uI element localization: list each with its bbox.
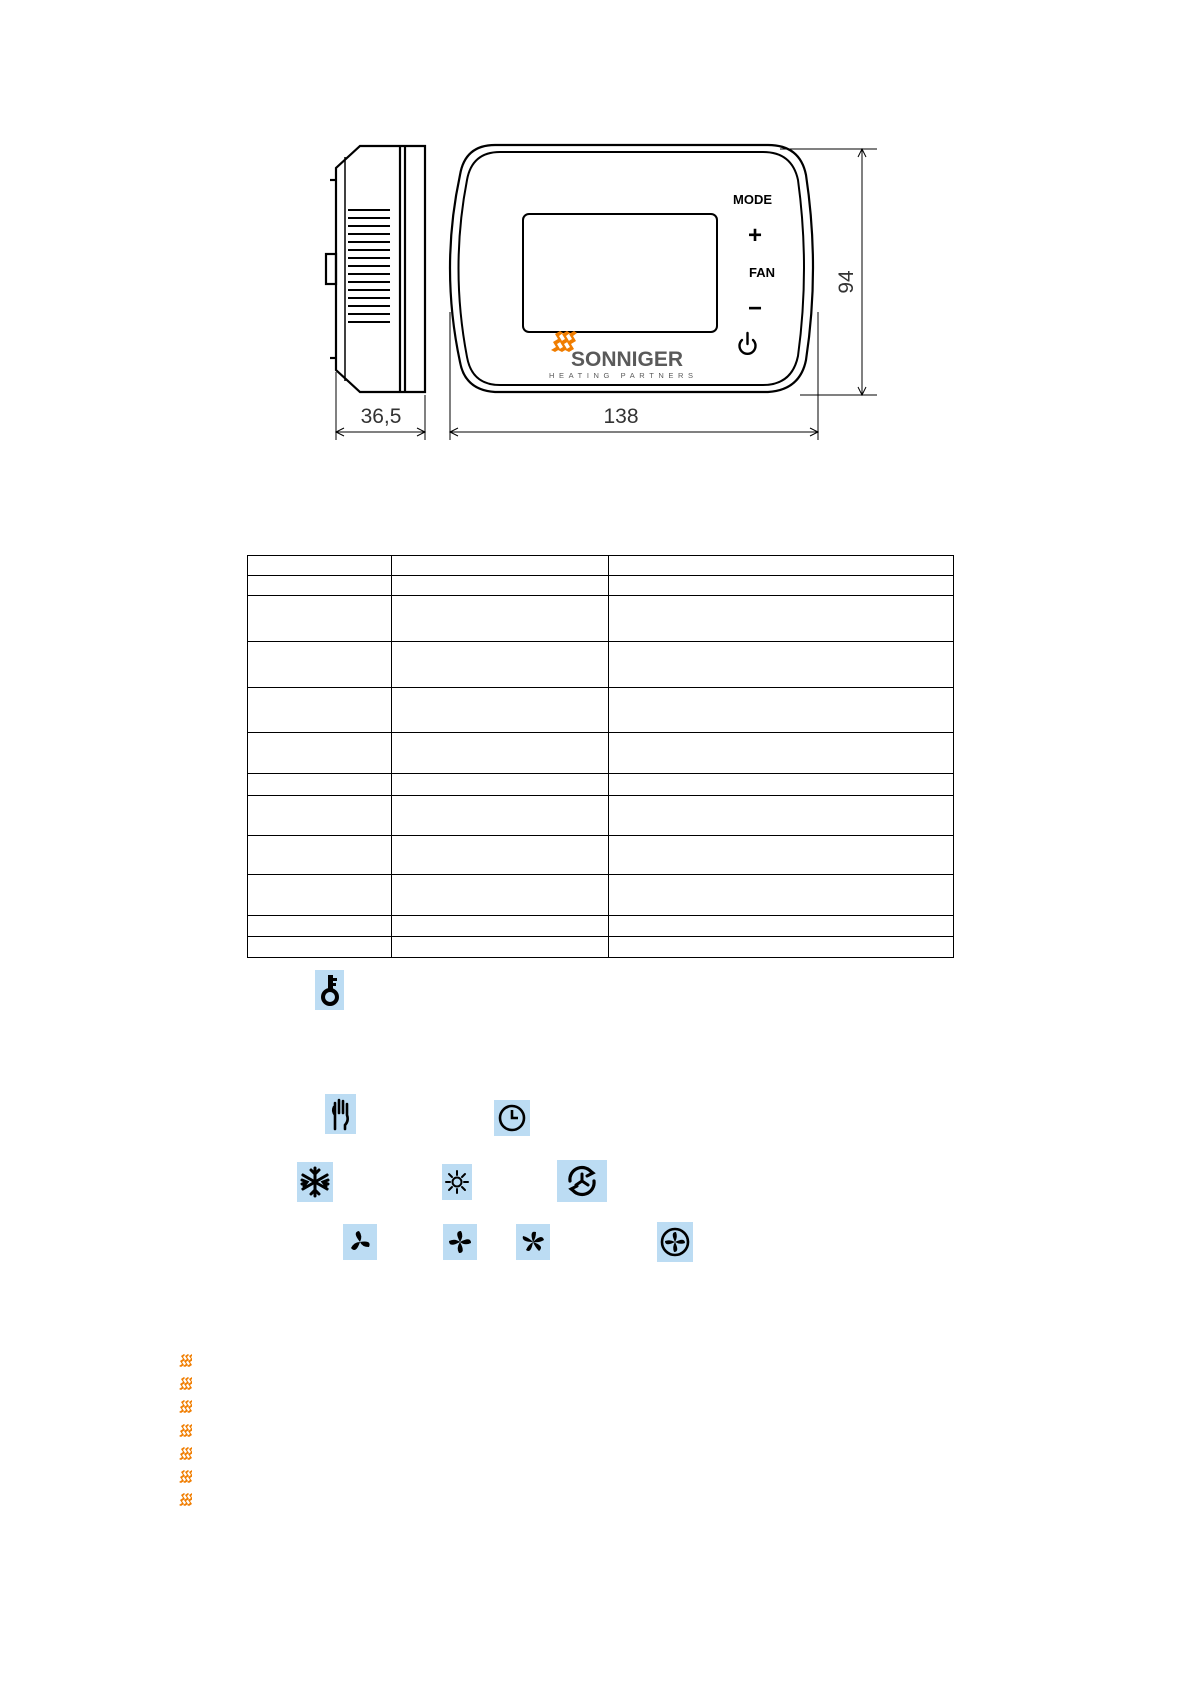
minus-button: − (747, 295, 763, 322)
sun-icon (442, 1164, 472, 1200)
mode-button: MODE (733, 192, 772, 207)
bullet-icon (178, 1469, 192, 1483)
bullet-icon (178, 1353, 192, 1367)
side-vent-slots (348, 210, 390, 322)
depth-dimension: 36,5 (360, 405, 402, 428)
device-drawing (0, 0, 1192, 450)
power-icon (740, 333, 756, 354)
table-row (248, 733, 954, 774)
bullet-icon (178, 1492, 192, 1506)
clock-icon (494, 1100, 530, 1136)
fan-medium-icon (443, 1224, 477, 1260)
auto-cycle-icon (557, 1160, 607, 1202)
bullet-icon (178, 1423, 192, 1437)
table-row (248, 875, 954, 916)
manual-hand-icon (325, 1094, 356, 1134)
spec-table (247, 555, 954, 958)
table-row (248, 556, 954, 576)
fan-high-icon (516, 1224, 550, 1260)
brand-name: SONNIGER (571, 348, 684, 371)
table-row (248, 688, 954, 733)
brand-tagline: HEATING PARTNERS (549, 371, 698, 380)
side-view (326, 146, 425, 392)
height-dimension: 94 (835, 270, 858, 294)
table-row (248, 642, 954, 688)
dimension-lines (336, 149, 877, 440)
table-row (248, 937, 954, 958)
table-row (248, 596, 954, 642)
table-row (248, 916, 954, 937)
plus-button: + (747, 222, 763, 249)
snowflake-icon (297, 1162, 333, 1202)
table-row (248, 774, 954, 796)
fan-auto-icon (657, 1222, 693, 1262)
lcd-screen (523, 214, 717, 332)
table-row (248, 796, 954, 836)
bullet-icon (178, 1446, 192, 1460)
table-row (248, 576, 954, 596)
fan-low-icon (343, 1224, 377, 1260)
bullet-icon (178, 1376, 192, 1390)
fan-button: FAN (749, 265, 775, 280)
width-dimension: 138 (603, 405, 639, 428)
key-lock-icon (315, 970, 344, 1010)
table-row (248, 836, 954, 875)
bullet-icon (178, 1399, 192, 1413)
